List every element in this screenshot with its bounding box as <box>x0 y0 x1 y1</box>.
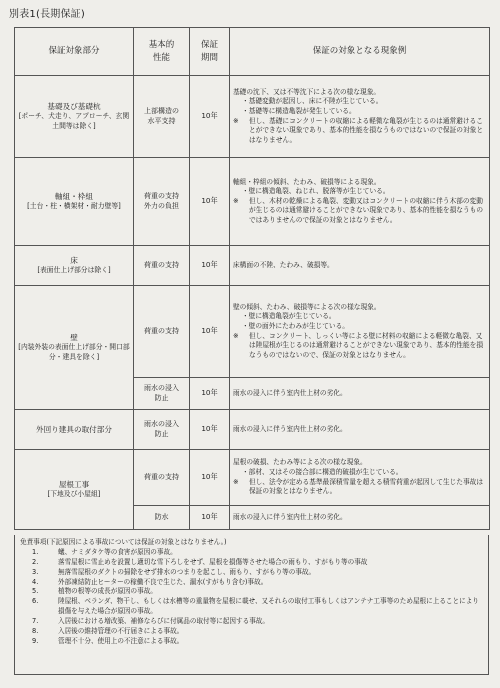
phenomenon-text: 雨水の浸入に伴う室内仕上材の劣化。 <box>233 512 347 521</box>
header-phenomena: 保証の対象となる現象例 <box>230 28 490 76</box>
period-cell: 10年 <box>190 246 230 286</box>
phenomenon-note: ※ 但し、基礎にコンクリートの収縮による軽微な亀裂が生じるのは通常避けることができない現象であり、基本的性能を損なうものではないので保証の対象とはなりません。 <box>233 116 484 144</box>
period-cell: 10年 <box>190 410 230 450</box>
phenomenon-text: 雨水の浸入に伴う室内仕上材の劣化。 <box>233 424 347 433</box>
part-detail: [ポーチ、犬走り、アプローチ、玄関土間等は除く] <box>18 112 130 130</box>
phenomenon-note: ※ 但し、法令が定める基準最深積雪量を超える積雪荷重が起因して生じた事故は保証の対象とはなりません。 <box>233 477 484 496</box>
period-cell: 10年 <box>190 506 230 530</box>
phenomenon-note: ※ 但し、コンクリート、しっくい等による壁に材料の収縮による軽微な亀裂、又は陸屋根が生じるのは通常避けることができない現象であり、基本的性能を損なうものではないので、保証の対象とはなりません。 <box>233 331 484 359</box>
header-period: 保証 期間 <box>190 28 230 76</box>
part-detail: [下地及び小屋組] <box>47 490 101 499</box>
phenomenon-text: 雨水の浸入に伴う室内仕上材の劣化。 <box>233 388 347 397</box>
phenomenon-text: 基礎の沈下、又は不等沈下による次の様な現象。 <box>233 87 381 96</box>
phenomenon-text: ・基礎変動が起因し、床に不陸が生じている。 <box>242 97 383 106</box>
exemption-item: 4. 外部凍結防止ヒーターの稼働不良で生じた、漏水(すがもり含む)事故。 <box>32 577 268 586</box>
note-mark: ※ <box>233 331 239 340</box>
table-row <box>15 450 490 506</box>
phenomenon-text: 壁の傾斜、たわみ、破損等による次の様な現象。 <box>233 302 381 311</box>
part-cell <box>15 158 134 246</box>
period-cell: 10年 <box>190 76 230 158</box>
part-name: 外回り建具の取付部分 <box>36 425 112 434</box>
header-performance: 基本的 性能 <box>134 28 190 76</box>
warranty-table <box>14 27 490 530</box>
exemption-item: 8. 入居後の維持管理の不行届きによる事故。 <box>32 627 184 636</box>
part-name: 軸組・枠組 <box>55 192 93 202</box>
phenomena-cell <box>230 410 490 450</box>
part-name: 壁 <box>70 333 78 343</box>
exemption-item: 7. 入居後における増改築、補修ならびに付属品の取付等に起因する事故。 <box>32 617 269 626</box>
period-cell: 10年 <box>190 158 230 246</box>
exemptions-box <box>14 535 489 675</box>
phenomenon-text: 床構面の不陸、たわみ、破損等。 <box>233 260 334 269</box>
table-row <box>15 286 490 378</box>
exemptions-title: 免責事項(下記原因による事故については保証の対象とはなりません。) <box>20 538 227 546</box>
performance-cell: 荷重の支持 外力の負担 <box>134 158 190 246</box>
page-title: 別表1(長期保証) <box>9 9 85 20</box>
part-name: 屋根工事 <box>58 480 90 490</box>
performance-cell: 荷重の支持 <box>134 286 190 378</box>
performance-cell: 上部構造の 水平支持 <box>134 76 190 158</box>
part-name: 床 <box>70 256 78 266</box>
part-cell <box>15 246 134 286</box>
period-cell: 10年 <box>190 286 230 378</box>
period-cell: 10年 <box>190 378 230 410</box>
header-row <box>15 28 490 76</box>
table-row <box>15 76 490 158</box>
phenomena-cell <box>230 76 490 158</box>
performance-cell: 荷重の支持 <box>134 246 190 286</box>
exemption-item: 1. 蟻、ナミダタケ等の食害が原因の事故。 <box>32 547 177 556</box>
phenomenon-text: ・壁に構造亀裂が生じている。 <box>242 312 336 321</box>
exemption-item: 5. 植物の根等の成長が原因の事故。 <box>32 587 157 596</box>
performance-cell: 雨水の浸入 防止 <box>134 410 190 450</box>
phenomena-cell <box>230 450 490 506</box>
table-row <box>15 410 490 450</box>
performance-cell: 荷重の支持 <box>134 450 190 506</box>
note-mark: ※ <box>233 116 239 125</box>
exemption-item: 6. 陸屋根、ベランダ、物干し、もしくは水槽等の重量物を屋根に載せ、又それらの取付工事もしくはアンテナ工事等のため屋根に上ることにより損傷を与えた場合が原因の事故。 <box>32 597 479 616</box>
phenomenon-text: 屋根の破損、たわみ等による次の様な現象。 <box>233 458 367 467</box>
table-row <box>15 246 490 286</box>
phenomena-cell <box>230 158 490 246</box>
phenomenon-text: ・部材、又はその接合部に構造的破損が生じている。 <box>242 467 403 476</box>
phenomenon-text: ・基礎等に構造亀裂が発生している。 <box>242 106 356 115</box>
part-cell <box>15 286 134 410</box>
note-mark: ※ <box>233 196 239 205</box>
table-row <box>15 158 490 246</box>
exemption-item: 3. 無落雪屋根のダクトの掃除をせず排水のつまりを起こし、雨もり、すがもり等の事故。 <box>32 567 316 576</box>
header-part: 保証対象部分 <box>15 28 134 76</box>
exemption-item: 9. 管理不十分、使用上の不注意による事故。 <box>32 636 184 645</box>
phenomena-cell <box>230 286 490 378</box>
phenomenon-note: ※ 但し、木材の乾燥による亀裂、変動又はコンクリートの収縮に伴う木部の変動が生じるのは通常避けることができない現象であり、基本的性能を損なうものではありませんので保証の対象とはなりません。 <box>233 196 484 224</box>
part-cell <box>15 450 134 530</box>
exemption-item: 2. 落雪屋根に雪止めを設置し適切な雪下ろしをせず、屋根を損傷等させた場合の雨もり、すがもり等の事故 <box>32 557 368 566</box>
note-mark: ※ <box>233 477 239 486</box>
period-cell: 10年 <box>190 450 230 506</box>
part-detail: [土台・柱・横架材・耐力壁等] <box>27 202 121 211</box>
phenomena-cell <box>230 246 490 286</box>
performance-cell: 雨水の浸入 防止 <box>134 378 190 410</box>
performance-cell: 防水 <box>134 506 190 530</box>
part-cell <box>15 76 134 158</box>
phenomenon-text: 軸組・枠組の傾斜、たわみ、破損等による現象。 <box>233 177 381 186</box>
part-detail: [表面仕上げ部分は除く] <box>37 266 111 275</box>
part-name: 基礎及び基礎杭 <box>47 102 101 112</box>
phenomena-cell <box>230 506 490 530</box>
phenomena-cell <box>230 378 490 410</box>
part-cell <box>15 410 134 450</box>
part-detail: [内装外装の表面仕上げ部分・開口部分・建具を除く] <box>18 343 130 361</box>
phenomenon-text: ・壁に構造亀裂、ねじれ、脱落等が生じている。 <box>242 187 390 196</box>
phenomenon-text: ・壁の面外にたわみが生じている。 <box>242 321 349 330</box>
